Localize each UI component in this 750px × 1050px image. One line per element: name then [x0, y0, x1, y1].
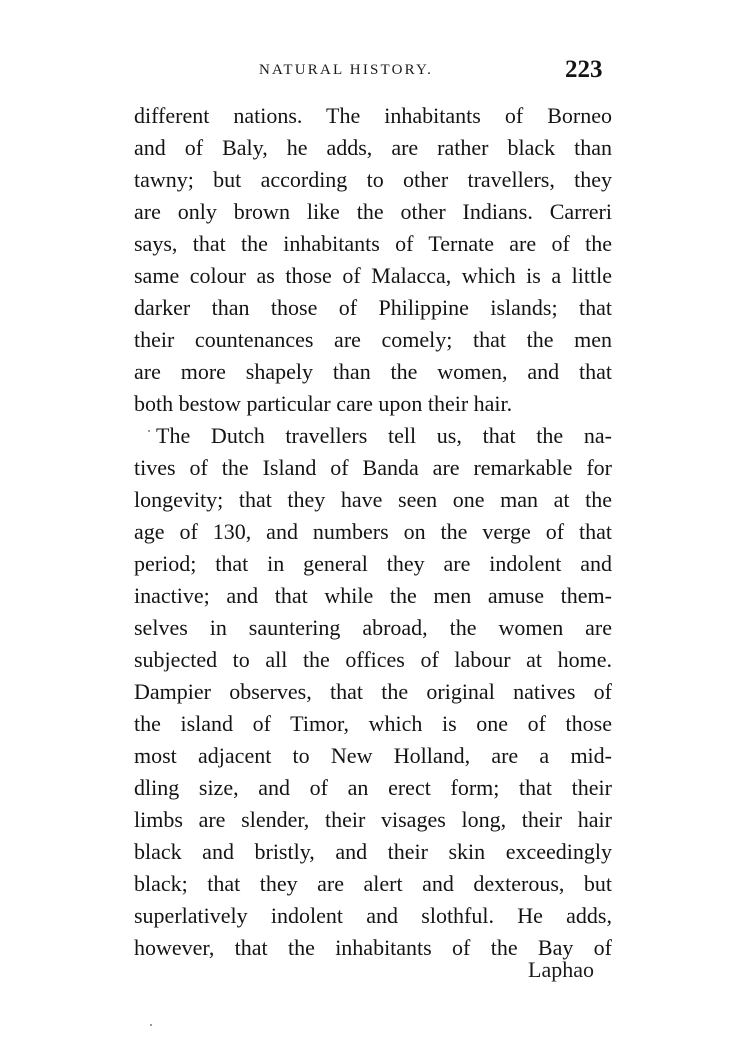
- catchword: Laphao: [528, 957, 594, 982]
- text-line: superlatively indolent and slothful. He adds,: [134, 903, 612, 928]
- text-line: are only brown like the other Indians. Carreri: [134, 199, 612, 224]
- text-line: same colour as those of Malacca, which is a little: [134, 263, 612, 288]
- body-text: [134, 100, 612, 964]
- text-line: different nations. The inhabitants of Borneo: [134, 103, 612, 128]
- text-line: longevity; that they have seen one man at the: [134, 487, 612, 512]
- text-line: their countenances are comely; that the men: [134, 327, 612, 352]
- text-line: age of 130, and numbers on the verge of that: [134, 519, 612, 544]
- text-line: dling size, and of an erect form; that their: [134, 775, 612, 800]
- running-title: NATURAL HISTORY.: [259, 62, 434, 78]
- text-line: tives of the Island of Banda are remarkable for: [134, 455, 612, 480]
- text-line: most adjacent to New Holland, are a mid-: [134, 743, 612, 768]
- text-line: subjected to all the offices of labour at home.: [134, 647, 612, 672]
- text-line: are more shapely than the women, and that: [134, 359, 612, 384]
- text-line: limbs are slender, their visages long, their hair: [134, 807, 612, 832]
- text-line: darker than those of Philippine islands; that: [134, 295, 612, 320]
- text-line: black; that they are alert and dexterous, but: [134, 871, 612, 896]
- text-line: says, that the inhabitants of Ternate are of the: [134, 231, 612, 256]
- page-number: 223: [565, 56, 603, 83]
- text-line: however, that the inhabitants of the Bay of: [134, 935, 612, 960]
- text-line: and of Baly, he adds, are rather black than: [134, 135, 612, 160]
- text-line: the island of Timor, which is one of those: [134, 711, 612, 736]
- text-line: inactive; and that while the men amuse them-: [134, 583, 612, 608]
- paragraph-first-line: The Dutch travellers tell us, that the na-: [156, 423, 612, 448]
- text-line: both bestow particular care upon their hair.: [134, 391, 513, 416]
- paper-speck: [148, 430, 150, 432]
- text-line: black and bristly, and their skin exceedingly: [134, 839, 612, 864]
- text-line: tawny; but according to other travellers, they: [134, 167, 612, 192]
- text-line: selves in sauntering abroad, the women are: [134, 615, 612, 640]
- text-line: Dampier observes, that the original natives of: [134, 679, 612, 704]
- text-line: period; that in general they are indolent and: [134, 551, 612, 576]
- paper-speck: [150, 1024, 152, 1026]
